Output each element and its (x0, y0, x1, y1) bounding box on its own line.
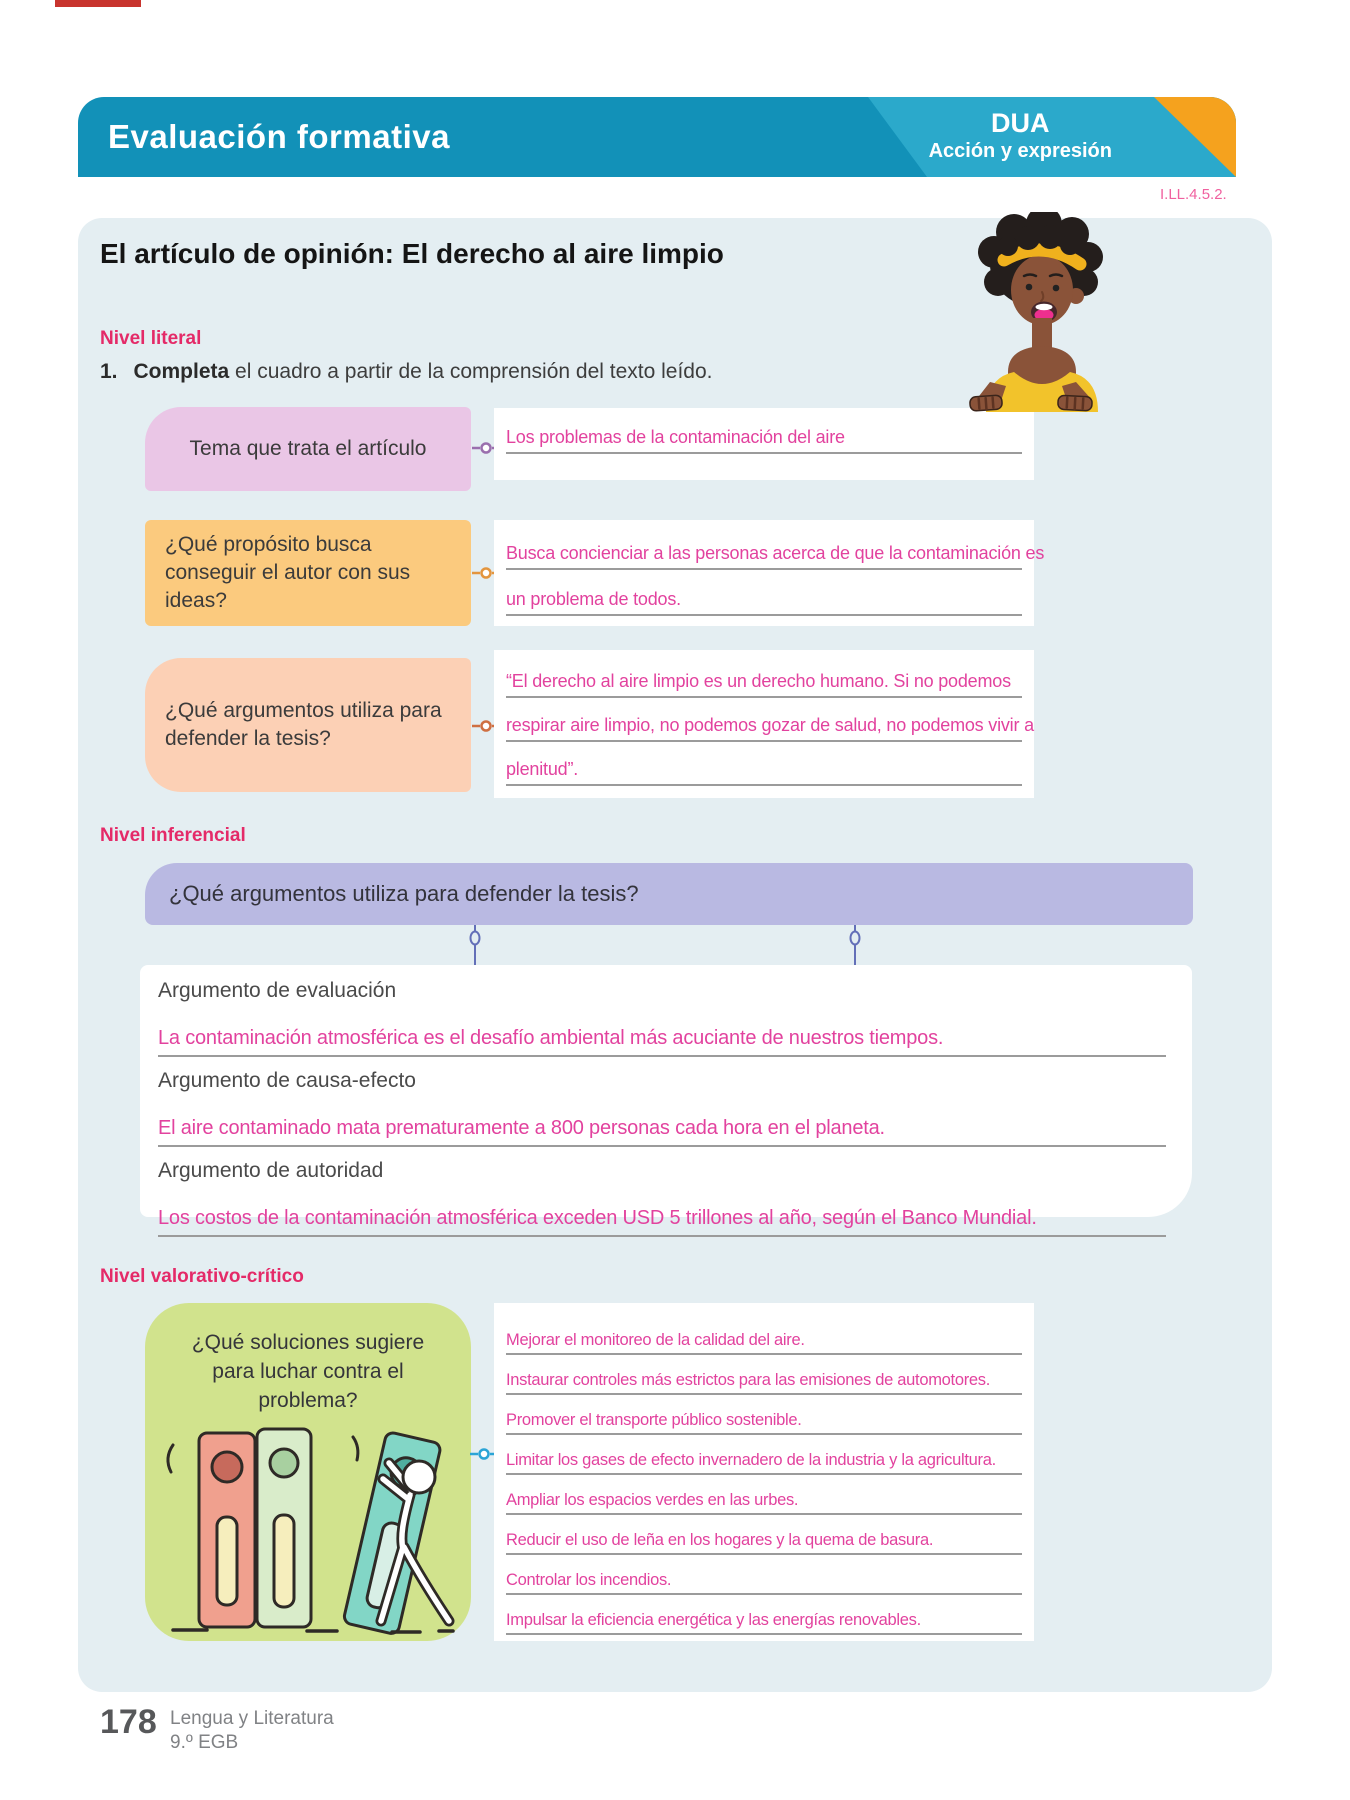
answer-line[interactable] (506, 410, 1022, 454)
dua-badge (929, 108, 1112, 163)
books-push-illustration (157, 1425, 459, 1637)
answer-line[interactable] (158, 1193, 1166, 1237)
inferential-question-banner: ¿Qué argumentos utiliza para defender la tesis? (145, 863, 1193, 925)
argument-label: Argumento de causa-efecto (158, 1069, 416, 1092)
answer-line[interactable] (506, 570, 1022, 616)
heading-nivel-valorativo: Nivel valorativo-crítico (100, 1266, 304, 1287)
answer-text: Ampliar los espacios verdes en las urbes. (506, 1491, 799, 1509)
page-edge-mark (55, 0, 141, 7)
answer-text: Promover el transporte público sostenible. (506, 1411, 802, 1429)
answer-line[interactable] (158, 1013, 1166, 1057)
answer-line[interactable] (506, 1555, 1022, 1595)
branch-connector-icon (848, 925, 862, 965)
dua-badge-subtitle: Acción y expresión (928, 140, 1112, 162)
solutions-question-box (145, 1303, 471, 1641)
question-text: ¿Qué soluciones sugiere para luchar contra el problema? (191, 1331, 425, 1412)
answer-text: plenitud”. (506, 759, 579, 779)
footer-grade: 9.º EGB (170, 1732, 239, 1753)
answer-line[interactable] (506, 1355, 1022, 1395)
answer-line[interactable] (158, 1103, 1166, 1147)
argument-label: Argumento de evaluación (158, 979, 397, 1002)
answer-box-argumentos (494, 650, 1034, 798)
lesson-title: El artículo de opinión: El derecho al aire limpio (100, 238, 724, 269)
answer-text: un problema de todos. (506, 589, 681, 609)
answer-line[interactable] (506, 654, 1022, 698)
standard-code: I.LL.4.5.2. (1160, 186, 1227, 203)
answer-text: Reducir el uso de leña en los hogares y la quema de basura. (506, 1531, 934, 1549)
answer-text: Mejorar el monitoreo de la calidad del aire. (506, 1331, 805, 1349)
answer-text: “El derecho al aire limpio es un derecho humano. Si no podemos (506, 671, 1011, 691)
header-banner (78, 97, 1236, 177)
question-box-tema (145, 407, 471, 491)
answer-line[interactable] (506, 698, 1034, 742)
answer-box-proposito (494, 520, 1045, 626)
answer-text: Busca concienciar a las personas acerca de que la contaminación es (506, 543, 1045, 563)
item-number: 1. (100, 360, 118, 383)
question-box-argumentos (145, 658, 471, 792)
heading-nivel-literal: Nivel literal (100, 328, 202, 349)
answer-line[interactable] (506, 1435, 1022, 1475)
student-avatar-illustration (964, 212, 1112, 414)
question-text: ¿Qué argumentos utiliza para defender la tesis? (165, 699, 442, 750)
answer-line[interactable] (506, 1515, 1022, 1555)
footer-subject: Lengua y Literatura (170, 1708, 334, 1729)
solutions-answer-box (494, 1303, 1034, 1641)
answer-text: El aire contaminado mata prematuramente a 800 personas cada hora en el planeta. (158, 1117, 885, 1139)
dua-badge-title: DUA (991, 108, 1050, 138)
answer-text: Controlar los incendios. (506, 1571, 672, 1589)
answer-line[interactable] (506, 1475, 1022, 1515)
answer-text: respirar aire limpio, no podemos gozar de salud, no podemos vivir a (506, 715, 1034, 735)
answer-text: Los costos de la contaminación atmosférica exceden USD 5 trillones al año, según el Banco Mundial. (158, 1207, 1037, 1229)
branch-connector-icon (468, 925, 482, 965)
page-number: 178 (100, 1703, 157, 1741)
instruction-line (100, 360, 712, 384)
answer-text: Impulsar la eficiencia energética y las energías renovables. (506, 1611, 921, 1629)
instruction-text: el cuadro a partir de la comprensión del texto leído. (229, 360, 713, 383)
answer-text: Limitar los gases de efecto invernadero de la industria y la agricultura. (506, 1451, 996, 1469)
argument-label: Argumento de autoridad (158, 1159, 384, 1182)
answer-line[interactable] (506, 1315, 1022, 1355)
instruction-verb: Completa (133, 360, 230, 383)
answer-line[interactable] (506, 1395, 1022, 1435)
answer-line[interactable] (506, 742, 1022, 786)
answer-box-tema (494, 408, 1034, 480)
activity-card (78, 218, 1272, 1692)
answer-line[interactable] (506, 1595, 1022, 1635)
answer-line[interactable] (506, 524, 1045, 570)
heading-nivel-inferencial: Nivel inferencial (100, 825, 246, 846)
question-text: ¿Qué propósito busca conseguir el autor con sus ideas? (165, 533, 411, 612)
answer-text: La contaminación atmosférica es el desafío ambiental más acuciante de nuestros tiempos. (158, 1027, 944, 1049)
answer-text: Instaurar controles más estrictos para las emisiones de automotores. (506, 1371, 990, 1389)
arguments-box (140, 965, 1192, 1229)
question-box-proposito (145, 520, 471, 626)
answer-text: Los problemas de la contaminación del aire (506, 427, 845, 447)
question-text: Tema que trata el artículo (189, 437, 427, 461)
section-title: Evaluación formativa (108, 118, 450, 155)
